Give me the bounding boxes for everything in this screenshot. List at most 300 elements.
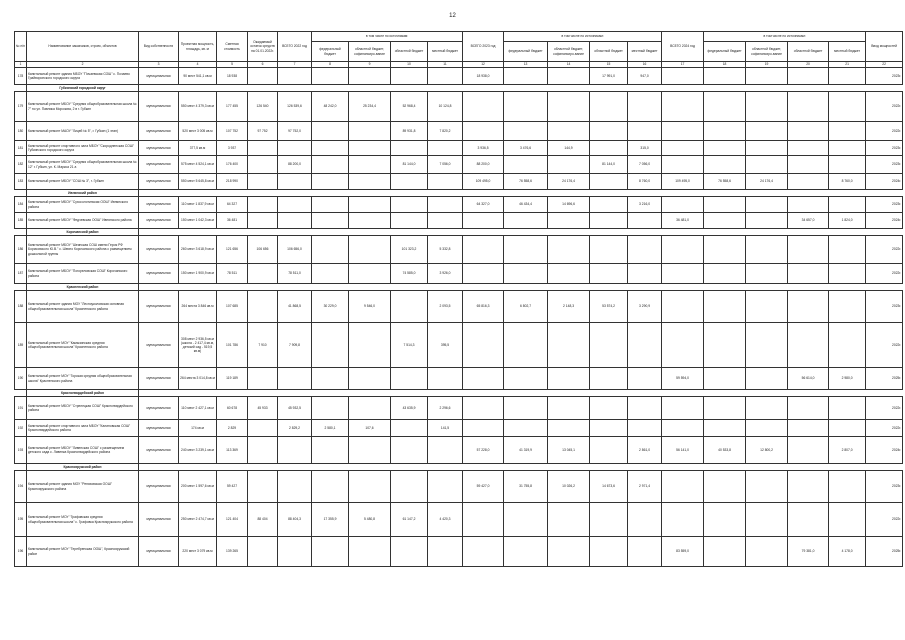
table-row [15,503,903,537]
regional-2023-cell [590,213,628,229]
federal-2024-cell [704,368,746,390]
regional-cofin-2023-cell [548,420,590,437]
header-obl-co-2024: областной бюджет, софинансиро-вание [746,42,788,62]
commissioning-year-cell: 2025г. [866,537,903,567]
remainder-cell: 97 752 [248,122,278,141]
total-2022-cell [278,141,312,156]
ownership-cell: муниципальная [139,537,179,567]
section-spacer [15,464,27,471]
federal-2024-cell [704,264,746,284]
regional-2024-cell: 34 657,0 [788,213,829,229]
commissioning-year-cell: 2022г. [866,122,903,141]
total-2024-cell [662,92,704,122]
object-name-cell: Капитальный ремонт здания МОУ "Репяховская ООШ" Краснояружского района [27,471,139,503]
regional-2022-cell [391,471,428,503]
total-2023-cell [463,368,504,390]
federal-2024-cell [704,471,746,503]
column-number: 7 [278,62,312,68]
local-2023-cell [628,122,662,141]
regional-2023-cell: 53 574,2 [590,291,628,323]
local-2023-cell: 947,0 [628,68,662,85]
total-2023-cell [463,323,504,368]
regional-cofin-2022-cell [349,537,391,567]
federal-2022-cell [312,236,349,264]
federal-2023-cell: 76 558,6 [504,174,548,190]
total-2023-cell [463,264,504,284]
regional-cofin-2024-cell [746,397,788,420]
object-name-cell: Капитальный ремонт МАОУ "Лицей № 5", г. Губкин (1 этап) [27,122,139,141]
estimated-cost-cell: 218 990 [217,174,248,190]
capacity-cell: 220 мест 3 079 кв.м [179,537,217,567]
remainder-cell: 126 540 [248,92,278,122]
row-number-cell: 185 [15,213,27,229]
total-2023-cell: 64 327,0 [463,197,504,213]
federal-2024-cell [704,122,746,141]
total-2024-cell: 56 141,0 [662,437,704,464]
ownership-cell: муниципальная [139,437,179,464]
section-title: Красненский район [27,284,139,291]
column-number: 13 [504,62,548,68]
federal-2022-cell [312,213,349,229]
regional-cofin-2022-cell [349,68,391,85]
table-row [15,141,903,156]
local-2022-cell: 5 332,8 [428,236,463,264]
federal-2023-cell: 6 802,7 [504,291,548,323]
commissioning-year-cell: 2022г. [866,420,903,437]
section-spacer [139,390,903,397]
federal-2024-cell [704,503,746,537]
column-number: 4 [179,62,217,68]
regional-cofin-2023-cell: 10 026,2 [548,471,590,503]
local-2024-cell [829,264,866,284]
federal-2024-cell [704,92,746,122]
regional-cofin-2024-cell [746,471,788,503]
local-2023-cell [628,236,662,264]
federal-2022-cell: 17 355,9 [312,503,349,537]
federal-2023-cell [504,213,548,229]
object-name-cell: Капитальный ремонт МОУ "Теребренская ООШ", Краснояружский район [27,537,139,567]
regional-cofin-2023-cell [548,503,590,537]
total-2024-cell: 36 481,0 [662,213,704,229]
local-2022-cell [428,437,463,464]
remainder-cell [248,264,278,284]
remainder-cell: 106 656 [248,236,278,264]
header-obl-co-2022: областной бюджет, софинансиро-вание [349,42,391,62]
regional-2024-cell: 56 614,0 [788,368,829,390]
table-row [15,236,903,264]
total-2022-cell: 88 200,0 [278,156,312,174]
total-2023-cell: 109 495,0 [463,174,504,190]
section-spacer [139,85,903,92]
regional-cofin-2024-cell [746,197,788,213]
regional-2022-cell [391,141,428,156]
ownership-cell: муниципальная [139,368,179,390]
header-fed-2022: федеральный бюджет [312,42,349,62]
section-title: Корочанский район [27,229,139,236]
federal-2024-cell [704,197,746,213]
regional-cofin-2024-cell: 24 176,4 [746,174,788,190]
table-row [15,122,903,141]
local-2024-cell [829,323,866,368]
commissioning-year-cell: 2022г. [866,92,903,122]
regional-2024-cell [788,68,829,85]
local-2024-cell [829,197,866,213]
column-number: 21 [829,62,866,68]
regional-2023-cell [590,174,628,190]
regional-2024-cell [788,471,829,503]
regional-cofin-2023-cell [548,122,590,141]
table-row [15,537,903,567]
column-number: 18 [704,62,746,68]
total-2023-cell: 65 816,3 [463,291,504,323]
row-number-cell: 195 [15,503,27,537]
column-number: 5 [217,62,248,68]
header-name: Наименование заказчиков, строек, объектов [27,32,139,62]
total-2022-cell: 88 404,3 [278,503,312,537]
regional-cofin-2023-cell [548,537,590,567]
total-2023-cell: 88 200,0 [463,156,504,174]
estimated-cost-cell: 177 455 [217,92,248,122]
header-mest-2023: местный бюджет [628,42,662,62]
local-2024-cell [829,68,866,85]
local-2022-cell: 4 420,3 [428,503,463,537]
local-2022-cell [428,141,463,156]
total-2022-cell: 45 932,5 [278,397,312,420]
regional-cofin-2022-cell: 9 546,0 [349,291,391,323]
estimated-cost-cell: 64 327 [217,197,248,213]
local-2024-cell: 2 807,0 [829,437,866,464]
capacity-cell: 90 мест 541,1 кв.м [179,68,217,85]
regional-2023-cell [590,141,628,156]
remainder-cell [248,537,278,567]
local-2024-cell [829,291,866,323]
remainder-cell [248,471,278,503]
federal-2024-cell: 40 533,8 [704,437,746,464]
regional-2023-cell: 14 673,6 [590,471,628,503]
row-number-cell: 196 [15,537,27,567]
local-2024-cell [829,122,866,141]
regional-2022-cell: 101 323,2 [391,236,428,264]
federal-2022-cell [312,397,349,420]
federal-2022-cell [312,264,349,284]
federal-2024-cell [704,156,746,174]
object-name-cell: Капитальный ремонт МБОУ "СОШ № 3", г. Губкин [27,174,139,190]
total-2022-cell [278,197,312,213]
object-name-cell: Капитальный ремонт здания МОУ "Лесноуколовская основная общеобразовательная школа" Красненского района [27,291,139,323]
federal-2022-cell: 30 229,0 [312,291,349,323]
federal-2023-cell: 3 476,6 [504,141,548,156]
regional-2024-cell [788,264,829,284]
regional-2022-cell [391,174,428,190]
total-2023-cell [463,92,504,122]
total-2022-cell: 41 868,5 [278,291,312,323]
remainder-cell [248,174,278,190]
total-2023-cell [463,537,504,567]
total-2024-cell [662,420,704,437]
capacity-cell: 550 мест 5 645,8 кв.м [179,174,217,190]
capacity-cell: 260 мест 3 618,9 кв.м [179,236,217,264]
row-number-cell: 190 [15,368,27,390]
ownership-cell: муниципальная [139,264,179,284]
regional-2024-cell [788,420,829,437]
total-2023-cell: 57 228,0 [463,437,504,464]
total-2024-cell [662,141,704,156]
total-2022-cell: 2 829,2 [278,420,312,437]
regional-2022-cell [391,68,428,85]
total-2024-cell: 83 559,0 [662,537,704,567]
federal-2023-cell [504,368,548,390]
capacity-cell: 174 кв.м [179,420,217,437]
regional-cofin-2024-cell [746,68,788,85]
federal-2023-cell [504,236,548,264]
ownership-cell: муниципальная [139,92,179,122]
federal-2022-cell [312,156,349,174]
row-number-cell: 181 [15,141,27,156]
total-2022-cell: 78 511,0 [278,264,312,284]
header-num: № п/п [15,32,27,62]
commissioning-year-cell: 2023г. [866,156,903,174]
regional-2024-cell [788,92,829,122]
total-2022-cell [278,174,312,190]
row-number-cell: 178 [15,68,27,85]
header-fed-2023: федеральный бюджет [504,42,548,62]
row-number-cell: 183 [15,174,27,190]
section-title: Губкинский городской округ [27,85,139,92]
remainder-cell [248,68,278,85]
regional-2022-cell [391,537,428,567]
estimated-cost-cell: 60 678 [217,397,248,420]
regional-cofin-2023-cell: 14 696,6 [548,197,590,213]
commissioning-year-cell: 2023г. [866,291,903,323]
federal-2022-cell: 2 580,1 [312,420,349,437]
total-2023-cell [463,122,504,141]
total-2023-cell [463,397,504,420]
federal-2022-cell: 48 242,0 [312,92,349,122]
header-fed-2024: федеральный бюджет [704,42,746,62]
regional-2022-cell [391,420,428,437]
header-total-2024: ВСЕГО 2024 год [662,32,704,62]
column-number: 12 [463,62,504,68]
section-title: Ивнянский район [27,190,139,197]
investment-table [14,31,903,567]
estimated-cost-cell: 59 427 [217,471,248,503]
column-number: 3 [139,62,179,68]
local-2022-cell: 395,5 [428,323,463,368]
local-2023-cell [628,420,662,437]
object-name-cell: Капитальный ремонт МБОУ "Средняя общеобразовательная школа № 12" г. Губкин, ул. К. Маркса 21 а [27,156,139,174]
regional-cofin-2023-cell [548,397,590,420]
capacity-cell: 250 мест 2 474,7 кв.м [179,503,217,537]
federal-2022-cell [312,323,349,368]
local-2024-cell [829,420,866,437]
local-2022-cell: 141,5 [428,420,463,437]
regional-cofin-2023-cell [548,68,590,85]
regional-2023-cell [590,368,628,390]
table-row [15,68,903,85]
federal-2022-cell [312,141,349,156]
table-row [15,264,903,284]
section-row [15,390,903,397]
total-2022-cell [278,471,312,503]
total-2022-cell: 126 539,6 [278,92,312,122]
column-number: 9 [349,62,391,68]
local-2024-cell [829,503,866,537]
column-number: 22 [866,62,903,68]
local-2023-cell [628,213,662,229]
remainder-cell [248,156,278,174]
regional-cofin-2024-cell [746,368,788,390]
ownership-cell: муниципальная [139,174,179,190]
object-name-cell: Капитальный ремонт МОУ "Горская средняя общеобразовательная школа" Красненского района [27,368,139,390]
regional-2023-cell [590,537,628,567]
section-spacer [139,284,903,291]
federal-2023-cell [504,323,548,368]
estimated-cost-cell: 101 786 [217,323,248,368]
total-2024-cell: 59 594,0 [662,368,704,390]
regional-2022-cell [391,213,428,229]
local-2022-cell: 3 926,0 [428,264,463,284]
regional-2024-cell [788,291,829,323]
estimated-cost-cell: 3 937 [217,141,248,156]
regional-cofin-2024-cell [746,264,788,284]
regional-cofin-2024-cell [746,92,788,122]
local-2023-cell [628,503,662,537]
regional-cofin-2023-cell: 13 045,1 [548,437,590,464]
object-name-cell: Капитальный ремонт МОУ "Камызинская средняя общеобразовательная школа" Красненского района [27,323,139,368]
regional-cofin-2024-cell [746,213,788,229]
total-2022-cell [278,437,312,464]
regional-2024-cell [788,323,829,368]
federal-2022-cell [312,437,349,464]
capacity-cell: 110 мест 1 837,9 кв.м [179,197,217,213]
local-2023-cell [628,397,662,420]
ownership-cell: муниципальная [139,197,179,213]
local-2024-cell: 4 178,0 [829,537,866,567]
section-title: Краснояружский район [27,464,139,471]
federal-2023-cell: 41 319,9 [504,437,548,464]
local-2022-cell [428,537,463,567]
column-number: 17 [662,62,704,68]
regional-cofin-2023-cell [548,323,590,368]
regional-cofin-2022-cell [349,323,391,368]
header-obl-2023: областной бюджет [590,42,628,62]
capacity-cell: 264 места 3 846 кв.м [179,291,217,323]
row-number-cell: 194 [15,471,27,503]
commissioning-year-cell: 2022г. [866,323,903,368]
federal-2023-cell [504,156,548,174]
federal-2022-cell [312,537,349,567]
section-row [15,229,903,236]
total-2022-cell: 97 752,0 [278,122,312,141]
total-2022-cell [278,68,312,85]
regional-2022-cell [391,368,428,390]
commissioning-year-cell: 2024г. [866,213,903,229]
regional-cofin-2022-cell [349,437,391,464]
local-2023-cell: 8 760,0 [628,174,662,190]
regional-2022-cell: 81 144,0 [391,156,428,174]
federal-2023-cell [504,92,548,122]
federal-2023-cell [504,68,548,85]
ownership-cell: муниципальная [139,291,179,323]
federal-2024-cell: 76 558,6 [704,174,746,190]
header-obl-co-2023: областной бюджет, софинансиро-вание [548,42,590,62]
total-2024-cell [662,156,704,174]
local-2023-cell [628,92,662,122]
object-name-cell: Капитальный ремонт МБОУ "Ливенская СОШ" с размещением детского сада с. Ливенка Красногвардейского района [27,437,139,464]
estimated-cost-cell: 176 400 [217,156,248,174]
capacity-cell: 308 мест 2 936,5 кв.м (школа - 2 417,4 кв.м, детский сад - 519,5 кв.м) [179,323,217,368]
total-2024-cell [662,68,704,85]
regional-2023-cell [590,503,628,537]
column-number: 2 [27,62,139,68]
local-2024-cell [829,236,866,264]
local-2022-cell: 7 820,2 [428,122,463,141]
local-2022-cell: 7 056,0 [428,156,463,174]
local-2022-cell [428,471,463,503]
column-number: 19 [746,62,788,68]
commissioning-year-cell: 2022г. [866,397,903,420]
local-2024-cell [829,397,866,420]
regional-cofin-2022-cell [349,197,391,213]
federal-2024-cell [704,236,746,264]
capacity-cell: 240 мест 3 239,1 кв.м [179,437,217,464]
federal-2022-cell [312,122,349,141]
local-2023-cell [628,323,662,368]
capacity-cell: 520 мест 3 005 кв.м [179,122,217,141]
total-2023-cell: 59 427,0 [463,471,504,503]
estimated-cost-cell: 18 938 [217,68,248,85]
regional-cofin-2022-cell: 107,6 [349,420,391,437]
regional-cofin-2023-cell: 2 148,3 [548,291,590,323]
total-2022-cell [278,368,312,390]
remainder-cell [248,197,278,213]
row-number-cell: 184 [15,197,27,213]
commissioning-year-cell: 2023г. [866,197,903,213]
regional-cofin-2022-cell [349,174,391,190]
regional-2024-cell [788,197,829,213]
total-2024-cell [662,264,704,284]
regional-2024-cell [788,397,829,420]
local-2022-cell [428,213,463,229]
federal-2024-cell [704,213,746,229]
total-2024-cell [662,236,704,264]
local-2024-cell [829,92,866,122]
total-2024-cell [662,503,704,537]
regional-2022-cell: 7 514,3 [391,323,428,368]
table-body [15,68,903,567]
estimated-cost-cell: 78 511 [217,264,248,284]
regional-2023-cell [590,92,628,122]
object-name-cell: Капитальный ремонт спортивного зала МБОУ "Калиновская СОШ" Красногвардейского района [27,420,139,437]
section-spacer [139,190,903,197]
total-2024-cell: 109 495,0 [662,174,704,190]
regional-cofin-2022-cell [349,368,391,390]
regional-cofin-2022-cell [349,213,391,229]
local-2024-cell [829,471,866,503]
object-name-cell: Капитальный ремонт здания МБОУ "Почаевская СОШ" с. Почаево Грайворонского городского округа [27,68,139,85]
regional-2022-cell [391,291,428,323]
regional-2023-cell [590,197,628,213]
row-number-cell: 182 [15,156,27,174]
regional-cofin-2023-cell: 24 176,4 [548,174,590,190]
local-2024-cell: 1 824,0 [829,213,866,229]
federal-2024-cell [704,537,746,567]
ownership-cell: муниципальная [139,503,179,537]
federal-2024-cell [704,323,746,368]
header-commissioning: Ввод мощностей [866,32,903,62]
regional-2022-cell [391,197,428,213]
local-2022-cell [428,368,463,390]
